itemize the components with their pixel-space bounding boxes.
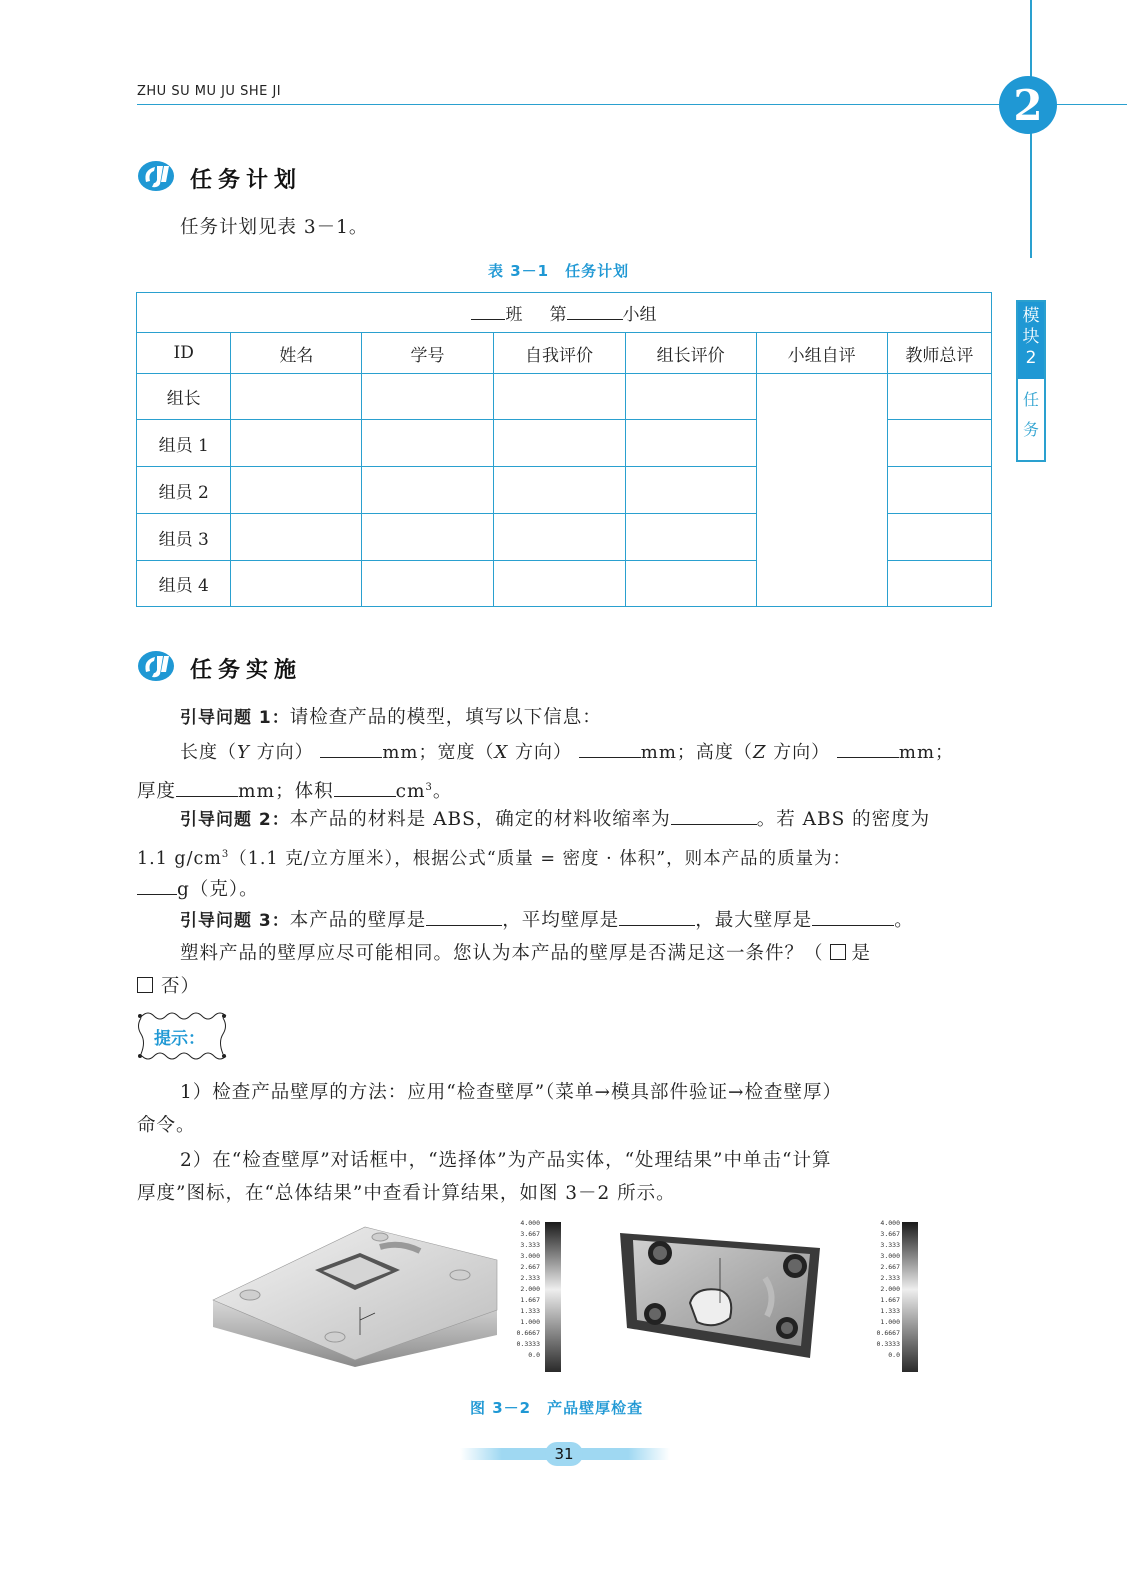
axis-z: Z xyxy=(752,742,767,763)
scale-tick-label: 3.000 xyxy=(520,1252,540,1260)
scale-tick-label: 2.000 xyxy=(520,1285,540,1293)
running-header: ZHU SU MU JU SHE JI xyxy=(137,84,282,99)
question-3-line2 xyxy=(180,936,871,971)
side-tab-task xyxy=(1018,385,1044,445)
question-3-line3 xyxy=(137,969,200,1004)
section-icon xyxy=(137,650,175,682)
row-label: 组员 2 xyxy=(137,467,231,514)
text: ，平均壁厚是 xyxy=(502,910,620,931)
entry-cell[interactable] xyxy=(887,514,991,561)
scale-gradient-left xyxy=(545,1222,561,1372)
thickness-scale-right xyxy=(860,1218,900,1361)
entry-cell[interactable] xyxy=(362,514,493,561)
entry-cell[interactable] xyxy=(362,561,493,607)
question-label: 引导问题 1： xyxy=(180,708,290,728)
group-self-eval-cell[interactable] xyxy=(756,374,887,607)
superscript: 3 xyxy=(425,782,433,793)
text: 本产品的材料是 ABS，确定的材料收缩率为 xyxy=(289,809,671,830)
entry-cell[interactable] xyxy=(362,374,493,420)
no-checkbox[interactable] xyxy=(137,977,153,993)
scale-tick-label: 0.3333 xyxy=(876,1340,900,1348)
module-side-tab xyxy=(1016,300,1046,462)
entry-cell[interactable] xyxy=(625,561,756,607)
entry-cell[interactable] xyxy=(493,420,625,467)
group-cell xyxy=(137,293,992,333)
class-label: 班 xyxy=(505,305,523,325)
row-label: 组长 xyxy=(137,374,231,420)
scale-tick-label: 1.000 xyxy=(520,1318,540,1326)
question-label: 引导问题 2： xyxy=(180,810,290,830)
header-cell: 学号 xyxy=(362,333,493,374)
text: ，最大壁厚是 xyxy=(695,910,813,931)
question-1-line2 xyxy=(180,735,954,770)
header-cell: 姓名 xyxy=(231,333,362,374)
product-bottom-view-image xyxy=(615,1218,830,1368)
entry-cell[interactable] xyxy=(231,467,362,514)
table-header-row xyxy=(137,333,992,374)
scale-tick-label: 3.000 xyxy=(880,1252,900,1260)
question-text: 请检查产品的模型，填写以下信息： xyxy=(289,707,602,728)
superscript: 3 xyxy=(221,849,230,860)
entry-cell[interactable] xyxy=(625,420,756,467)
chapter-badge: 2 xyxy=(999,76,1057,134)
scale-tick-label: 1.333 xyxy=(520,1307,540,1315)
tip-1-line1: 1）检查产品壁厚的方法：应用“检查壁厚”（菜单→模具部件验证→检查壁厚） xyxy=(180,1082,842,1103)
no-label: 否） xyxy=(161,976,201,997)
table-row xyxy=(137,374,992,420)
scale-tick-label: 2.667 xyxy=(520,1263,540,1271)
shrinkage-blank[interactable] xyxy=(671,806,757,825)
group-suffix: 小组 xyxy=(622,305,657,325)
scale-tick-label: 0.6667 xyxy=(876,1329,900,1337)
hint-label: 提示： xyxy=(154,1029,205,1049)
yes-label: 是 xyxy=(851,943,872,964)
scale-tick-label: 1.667 xyxy=(520,1296,540,1304)
scale-tick-label: 1.333 xyxy=(880,1307,900,1315)
wall-thickness-blank[interactable] xyxy=(426,907,502,926)
text: （1.1 克/立方厘米），根据公式“质量 = 密度 · 体积”，则本产品的质量为： xyxy=(229,848,852,869)
header-cell: 教师总评 xyxy=(887,333,991,374)
text: g（克）。 xyxy=(177,879,259,900)
entry-cell[interactable] xyxy=(362,420,493,467)
text: 。 xyxy=(432,781,453,803)
width-blank[interactable] xyxy=(579,739,641,758)
thickness-scale-left xyxy=(500,1218,540,1361)
side-tab-char: 2 xyxy=(1025,348,1037,368)
text: 本产品的壁厚是 xyxy=(289,910,427,931)
entry-cell[interactable] xyxy=(887,561,991,607)
scale-tick-label: 3.667 xyxy=(520,1230,540,1238)
entry-cell[interactable] xyxy=(493,467,625,514)
entry-cell[interactable] xyxy=(887,420,991,467)
side-tab-char: 块 xyxy=(1022,327,1040,347)
text: mm；宽度（ xyxy=(382,742,495,763)
avg-thickness-blank[interactable] xyxy=(619,907,695,926)
entry-cell[interactable] xyxy=(625,514,756,561)
text: cm xyxy=(395,781,426,803)
section-title-plan: 任务计划 xyxy=(190,168,303,193)
header-cell: 自我评价 xyxy=(493,333,625,374)
scale-tick-label: 1.000 xyxy=(880,1318,900,1326)
scale-tick-label: 4.000 xyxy=(520,1219,540,1227)
scale-tick-label: 4.000 xyxy=(880,1219,900,1227)
entry-cell[interactable] xyxy=(231,420,362,467)
task-plan-table xyxy=(136,292,992,607)
row-label: 组员 4 xyxy=(137,561,231,607)
row-label: 组员 3 xyxy=(137,514,231,561)
scale-tick-label: 2.333 xyxy=(520,1274,540,1282)
figure-caption: 图 3－2 产品壁厚检查 xyxy=(470,1399,644,1417)
axis-x: X xyxy=(494,742,509,763)
side-tab-char: 任 xyxy=(1022,390,1039,409)
hint-badge xyxy=(136,1010,228,1062)
text: 长度（ xyxy=(180,742,237,763)
header-cell: ID xyxy=(137,333,231,374)
text: mm；高度（ xyxy=(640,742,753,763)
tip-2-line2: 厚度”图标，在“总体结果”中查看计算结果，如图 3－2 所示。 xyxy=(137,1183,676,1204)
section-icon xyxy=(137,160,175,192)
header-rule xyxy=(137,104,1127,105)
text: mm；体积 xyxy=(238,781,334,803)
yes-checkbox[interactable] xyxy=(830,944,846,960)
scale-tick-label: 3.667 xyxy=(880,1230,900,1238)
header-cell: 小组自评 xyxy=(756,333,887,374)
product-top-view-image xyxy=(205,1215,505,1375)
entry-cell[interactable] xyxy=(625,374,756,420)
question-1 xyxy=(180,700,602,736)
question-2-line3 xyxy=(137,872,259,907)
row-label: 组员 1 xyxy=(137,420,231,467)
table-group-row xyxy=(137,293,992,333)
text: 。若 ABS 的密度为 xyxy=(756,809,931,830)
group-blank[interactable] xyxy=(567,301,623,320)
volume-blank[interactable] xyxy=(334,778,396,797)
entry-cell[interactable] xyxy=(493,561,625,607)
entry-cell[interactable] xyxy=(493,374,625,420)
scale-tick-label: 0.6667 xyxy=(516,1329,540,1337)
axis-y: Y xyxy=(237,742,250,763)
entry-cell[interactable] xyxy=(231,561,362,607)
scale-tick-label: 2.667 xyxy=(880,1263,900,1271)
table-caption: 表 3－1 任务计划 xyxy=(488,262,630,280)
side-tab-char: 模 xyxy=(1022,306,1040,326)
question-2-line2 xyxy=(137,837,851,877)
scale-tick-label: 3.333 xyxy=(520,1241,540,1249)
question-3 xyxy=(180,903,914,939)
header-cell: 组长评价 xyxy=(625,333,756,374)
entry-cell[interactable] xyxy=(231,514,362,561)
group-prefix: 第 xyxy=(549,305,567,325)
entry-cell[interactable] xyxy=(887,374,991,420)
question-label: 引导问题 3： xyxy=(180,911,290,931)
scale-tick-label: 0.3333 xyxy=(516,1340,540,1348)
entry-cell[interactable] xyxy=(362,467,493,514)
entry-cell[interactable] xyxy=(625,467,756,514)
mass-blank[interactable] xyxy=(137,876,177,895)
height-blank[interactable] xyxy=(837,739,899,758)
thickness-blank[interactable] xyxy=(176,778,238,797)
entry-cell[interactable] xyxy=(887,467,991,514)
text: 方向） xyxy=(766,742,831,763)
section-title-implementation: 任务实施 xyxy=(190,658,303,683)
scale-tick-label: 1.667 xyxy=(880,1296,900,1304)
text: 。 xyxy=(894,910,914,931)
scale-gradient-right xyxy=(902,1222,918,1372)
text: 塑料产品的壁厚应尽可能相同。您认为本产品的壁厚是否满足这一条件？（ xyxy=(180,943,824,964)
tip-2-line1: 2）在“检查壁厚”对话框中，“选择体”为产品实体，“处理结果”中单击“计算 xyxy=(180,1150,832,1171)
page-number: 31 xyxy=(545,1442,583,1466)
plan-intro: 任务计划见表 3－1。 xyxy=(180,217,369,238)
text: 方向） xyxy=(508,742,573,763)
text: 1.1 g/cm xyxy=(137,848,222,869)
tip-1-line2: 命令。 xyxy=(137,1115,196,1136)
entry-cell[interactable] xyxy=(493,514,625,561)
scale-tick-label: 0.0 xyxy=(528,1351,540,1359)
text: mm； xyxy=(898,742,955,763)
class-blank[interactable] xyxy=(471,301,505,320)
question-2 xyxy=(180,802,930,838)
scale-tick-label: 2.333 xyxy=(880,1274,900,1282)
scale-tick-label: 3.333 xyxy=(880,1241,900,1249)
max-thickness-blank[interactable] xyxy=(812,907,894,926)
entry-cell[interactable] xyxy=(231,374,362,420)
side-tab-module xyxy=(1018,302,1044,379)
text: 厚度 xyxy=(137,781,177,803)
side-tab-char: 务 xyxy=(1022,420,1039,439)
scale-tick-label: 2.000 xyxy=(880,1285,900,1293)
length-blank[interactable] xyxy=(320,739,382,758)
text: 方向） xyxy=(249,742,314,763)
scale-tick-label: 0.0 xyxy=(888,1351,900,1359)
